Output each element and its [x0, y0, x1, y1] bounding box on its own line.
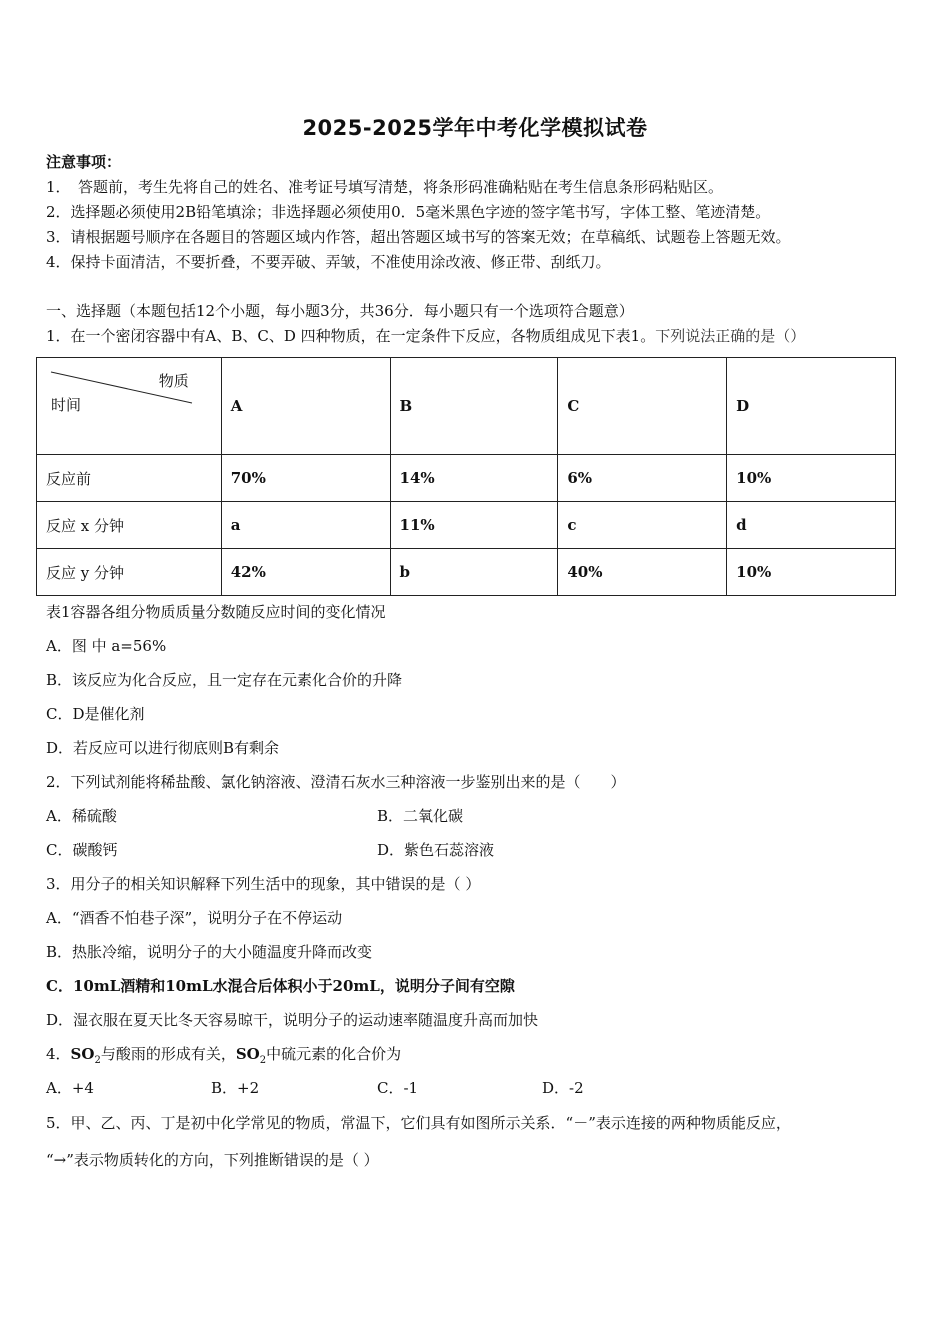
q4-option-d: D．-2	[542, 1079, 584, 1097]
table-header-cell: D	[727, 358, 896, 455]
table-cell: 6%	[558, 455, 727, 502]
notice-item: 4．保持卡面清洁，不要折叠，不要弄破、弄皱，不准使用涂改液、修正带、刮纸刀。	[46, 253, 611, 271]
table-cell: 14%	[390, 455, 558, 502]
table-row	[37, 502, 896, 549]
table-cell: 11%	[390, 502, 558, 549]
table-cell: b	[390, 549, 558, 596]
question-3-stem: 3．用分子的相关知识解释下列生活中的现象，其中错误的是（ ）	[46, 875, 481, 893]
question-1-stem-main: 1．在一个密闭容器中有A、B、C、D 四种物质，在一定条件下反应，各物质组成见下表1。	[46, 327, 656, 345]
q4-option-c: C．-1	[377, 1079, 419, 1097]
notice-item: 3．请根据题号顺序在各题目的答题区域内作答，超出答题区域书写的答案无效；在草稿纸、试题卷上答题无效。	[46, 228, 791, 246]
row-label: 反应 y 分钟	[37, 549, 222, 596]
table-row	[37, 455, 896, 502]
formula-so2: SO	[70, 1045, 95, 1063]
table-cell: 40%	[558, 549, 727, 596]
q4-text: 与酸雨的形成有关，	[100, 1045, 236, 1063]
corner-label-substance: 物质	[158, 372, 189, 390]
q3-option-c: C．10mL酒精和10mL水混合后体积小于20mL，说明分子间有空隙	[46, 977, 515, 995]
notice-item: 1． 答题前，考生先将自己的姓名、准考证号填写清楚，将条形码准确粘贴在考生信息条形码粘贴区。	[46, 178, 724, 196]
table-row	[37, 549, 896, 596]
q4-option-a: A．+4	[46, 1079, 94, 1097]
q4-option-b: B．+2	[211, 1079, 260, 1097]
q4-number: 4．	[46, 1045, 71, 1063]
question-5-stem-line1: 5．甲、乙、丙、丁是初中化学常见的物质，常温下，它们具有如图所示关系．“－”表示连接的两种物质能反应，	[46, 1114, 791, 1132]
q2-option-b: B．二氧化碳	[377, 807, 464, 825]
question-4-stem	[46, 1044, 401, 1071]
table-cell: c	[558, 502, 727, 549]
q2-option-c: C．碳酸钙	[46, 841, 118, 859]
table-cell: 10%	[727, 549, 896, 596]
q3-option-a: A．“酒香不怕巷子深”，说明分子在不停运动	[46, 909, 343, 927]
q1-option-c: C．D是催化剂	[46, 705, 145, 723]
q1-data-table	[36, 357, 896, 596]
notice-heading: 注意事项：	[46, 153, 122, 171]
q3-option-b: B．热胀冷缩，说明分子的大小随温度升降而改变	[46, 943, 373, 961]
q4-text: 中硫元素的化合价为	[266, 1045, 402, 1063]
table-cell: a	[221, 502, 390, 549]
subscript: 2	[94, 1055, 101, 1066]
table-cell: 42%	[221, 549, 390, 596]
q1-option-d: D．若反应可以进行彻底则B有剩余	[46, 739, 280, 757]
table-header-cell: C	[558, 358, 727, 455]
question-5-stem-line2: “→”表示物质转化的方向，下列推断错误的是（ ）	[46, 1151, 379, 1169]
q2-option-d: D．紫色石蕊溶液	[377, 841, 495, 859]
table-cell: d	[727, 502, 896, 549]
q1-option-a: A．图 中 a=56%	[46, 637, 167, 655]
page-title: 2025-2025学年中考化学模拟试卷	[302, 116, 648, 140]
q3-option-d: D．湿衣服在夏天比冬天容易晾干，说明分子的运动速率随温度升高而加快	[46, 1011, 539, 1029]
notice-item: 2．选择题必须使用2B铅笔填涂；非选择题必须使用0．5毫米黑色字迹的签字笔书写，字体工整、笔迹清楚。	[46, 203, 771, 221]
table-caption: 表1容器各组分物质质量分数随反应时间的变化情况	[46, 603, 386, 621]
table-cell: 10%	[727, 455, 896, 502]
formula-so2: SO	[235, 1045, 260, 1063]
table-header-row	[37, 358, 896, 455]
row-label: 反应 x 分钟	[37, 502, 222, 549]
table-corner-cell	[37, 358, 222, 455]
question-1-stem-tail: 下列说法正确的是（）	[655, 327, 806, 345]
section-heading: 一、选择题（本题包括12个小题，每小题3分，共36分．每小题只有一个选项符合题意）	[46, 302, 634, 320]
subscript: 2	[259, 1055, 267, 1066]
q1-option-b: B．该反应为化合反应，且一定存在元素化合价的升降	[46, 671, 403, 689]
table-cell: 70%	[221, 455, 390, 502]
question-2-stem: 2．下列试剂能将稀盐酸、氯化钠溶液、澄清石灰水三种溶液一步鉴别出来的是（ ）	[46, 773, 626, 791]
question-1-stem	[46, 326, 805, 346]
corner-label-time: 时间	[51, 396, 82, 414]
table-header-cell: B	[390, 358, 558, 455]
table-header-cell: A	[221, 358, 390, 455]
row-label: 反应前	[37, 455, 222, 502]
q2-option-a: A．稀硫酸	[46, 807, 117, 825]
